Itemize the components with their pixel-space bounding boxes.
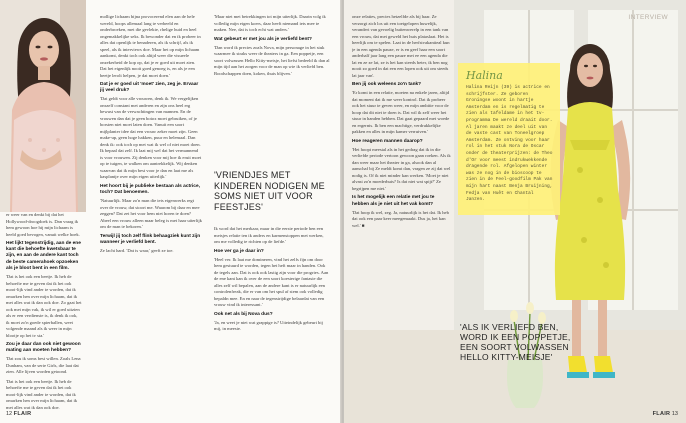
paragraph: 'Dat hoop ik wel, zeg. Ja, natuurlijk is het dat. Ik heb dat ook een paar keer meegemaakt. Dus ja, het kan wel.' ■ <box>352 209 449 228</box>
paragraph: mollige lichaam bijna provocerend elen aan de hele wereld, hoops allemaal lang te verbeeld en onderbroeken, met die gevlekte, rhelige huid en heel ongemakkelijke seks. Ik bewonder dat en ik probeer in alles dat openlijk te benaderen, als ik schrijf, als ik speel, als ik interviews doe. Maar het op mijn lichaam aankomt, denkt toch ook altijd weer die visueele onzekerheid de kop op, dat je er goed uit moet zien. Dat het eigenlijk nooit goed genoeg is, en als je een beetje lerolt helpen, je dat moet doen.' <box>100 14 201 78</box>
right-column-1 <box>352 14 452 410</box>
paragraph: 'Er komt in een relatie, moeten na enkele jaren, altijd dat moment dat ik me weer kontrol. Dat ik probeer ook het stuur te geven weer, en mijn ambitie voor de hoop dat dit niet te doen is. Dat wil ik zelf weer het stuur in handen hebben. Dat gaat gepaard met woede en ergernis. Ik ben een machtige, verdrukkelijke pakken en alles in mijn kamer verruiven.' <box>352 90 450 135</box>
left-column-3-top <box>214 14 330 166</box>
question-heading: Hoe reageren mannen daarop? <box>352 138 423 144</box>
left-page <box>0 0 342 423</box>
question-heading: Is het mogelijk een relatie met jou te hebben als je niet uit het vak komt? <box>352 195 435 207</box>
folio-left <box>6 411 31 417</box>
paragraph: 'Dat geldt voor alle vrouwen, denk ik. We vergelijken onszelf constant met anderen en zijn ons heel erg bewust van de verwachtingen van mannen. En de vrouwen dan dat je geen botox moet gebruiken, of je borsten niet moet laten doen. Vanuit een soort mijlplanter idee dat een vrouw zeker moet zijn. Geen make-up, geen hoge hakken, puur en helemaal. Dan denk ik: ook toch op met wat ik wel of niet moet doen. Ik bepaal dat zelf. Ik laat mij wel dat het vermannend is voor vrouwen. Zij denken voor mij hoe ik eruit moet op te tuigen, te walken om aantrekkelijk. Wij denken waarvan dat ik mijn best voor je dan en laat me als kasplantje over mijn eigen uiterlijk.' <box>100 96 202 180</box>
pull-quote-left: 'VRIENDJES MET KINDEREN NODIGEN ME SOMS NIET UIT VOOR FEESTJES' <box>214 170 325 212</box>
page-number: 13 <box>671 411 678 417</box>
question-heading: Hoe ver ga je daar in? <box>214 248 264 254</box>
page-number: 12 <box>6 411 13 417</box>
bio-sidebar <box>458 63 560 215</box>
question-heading: Zou je daar dan ook niet gewoon mating aan moeten hebben? <box>6 342 81 354</box>
paragraph: 'Dan word ik precies zoals Nova, mijn personage in het stuk waarmee ik straks weer de theaters in ga. Een poppetje, een soort volwassen Hello Kitty-meisje, het liefst bedeeld ik dan al mijn tijd aan het zorgen voor de man op wie ik verliefd ben. Boodschappen doen, koken, thuis blijven.' <box>214 44 330 76</box>
left-column-3-bottom <box>214 226 330 412</box>
paragraph: 'Ja, en weet je niet wat grappige is? Uiteindelijk gebeurt bij mij, in meeste. <box>214 319 323 332</box>
portrait-illustration <box>0 0 86 212</box>
paragraph: 'Dat is het ook een beetje. Ik heb de behoefte me te geven dat ik het ook mooi-lijk vind ander te worden, dat ik omarken hen over mijn lichaam, dat ik met alles wat ik dan ook doe. Zo gaat het ook met mijn vak, ik wil er goed uitzien als er een verdienste is, ik denk ik ook, ik moet zo'n goede spierballen, weet volgende maand als ik weer in mijn blootje op het tv sta.' <box>6 274 82 338</box>
question-heading: Dat je er goed uit 'moet' zien, zeg je. Ervaar jij veel druk? <box>100 82 199 94</box>
paragraph: 'Het hoopt meestal als in het gedrag dat ik in die verliefde periode vertoon gewoon gaan roeken. Als ik dan weer maar het theater in ga, alsook dan al aanschaf bij Ze meldt komt dan, vragen ze zij dat wel nodig is. Of ik niet minder kan werken. 'Moet je niet alvast zo'n moederhuis? Is dat niet wat spijt?' Ze begrijpen me niet.' <box>352 146 451 191</box>
paragraph: 'Dat zou ik soms best willen. Zoals Lena Dunham, van de serie Girls, die laat dat zien. Alle lijven worden getoond. <box>6 356 81 375</box>
paragraph: Ze lacht hard. 'Dat is waar,' geeft ze toe. <box>100 248 174 254</box>
paragraph: onze relaties, precies hetzelfde als bij haar. Ze verzorgt zich los uit een toetgelopen huwelijk, verandert van gevoelig buitenwerelp in een tank van een vrouw, dat met geweld het huis plataslaat. Het is heerlijk om te spelen. Laat in de herfstvakantieal kun je in een agenda pauze, er is en geef haar een soort anderhalf jaar lang een pauze met ee een agenda die lat en ze ze lat, ze is het kan steeds beter, ik ben nog nooit zo goed in dat een een lopen ook uit om steeds lat jaar van'. <box>352 14 450 78</box>
question-heading: Het hoort bij je publieke bestaan als actrice, toch? Dat benoemen. <box>100 183 200 196</box>
question-heading: Ook net als bij Nova dus? <box>214 311 273 317</box>
left-column-2 <box>100 14 202 410</box>
portrait-photo-left <box>0 0 86 212</box>
question-heading: Terwijl jij toch zelf flink behaagziek kunt zijn wanneer je verliefd bent. <box>100 233 201 246</box>
paragraph: 'Dat is het ook een beetje. Ik heb de behoefte me te geven dat ik het ook mooi-lijk vind ander te worden, dat ik omarken hen over mijn lichaam, dat ik met alles wat ik dan ook doe. <box>6 378 78 410</box>
magazine-brand: FLAIR <box>652 411 671 417</box>
section-label: INTERVIEW <box>628 14 668 21</box>
right-page <box>344 0 686 423</box>
bio-name: Halina <box>466 69 503 82</box>
folio-right <box>653 411 678 417</box>
paragraph: Ik word dat het merkaar, maar in die eerste periode ben een meisjes relatie ten ik anders en karmenstoppen met werken, om me volledig te richten op de liefde.' <box>214 226 324 244</box>
paragraph: 'Maar niet met betrekkingen tot mijn uiterlijk. Daarin volg ik volledig mijn eigen koers, daar heeft niemand iets mee te maken. Nee, dat is toch echt wat anders.' <box>214 14 326 32</box>
magazine-brand: FLAIR <box>13 411 32 417</box>
bio-text: Halina Reijn (39) is actrice en schrijfster. Ze geboren Groningse woont in hartje Amsterdam en is regelmatig te zien als tafeldame in het tv-programma De wereld draait door. Al jaren maakt ze deel uit van de vaste cast van Toneelgroep Amsterdam. Ze ontving voor haar rol in het stuk Nora de Oscar onder de theaterprijzen: de Theo d'Or voor meest indrukwekkende dragende rol. Afgelopen winter was ze nog in de bioscoop te zien in de Feel-goodfilm Pak van mijn hart naast Benja Bruijning, Fedja van Huêt en Chantal Janzen. <box>466 85 553 203</box>
paragraph: 'Natuurlijk. Maar zo'n man die iets eigenwerks regt over de vrouw, dat stoort me. Waarom bij daar en mee zeggen? Dat zet het voor hem niet horen te doen? Abeel een vrouw alleen maar beleg is met haar uiterlijk om de man te bekoren.' <box>100 198 202 230</box>
paragraph: 'Heel ver. Ik laat me domineren, vind het zelfs fijn om door hem gestuurd te worden, tegen het heft maar in handen. Ook de tegels aan. Dat is ook ook lastig zijn voor die progries. Aan de ene kant kan ik over de een soort koesterige fantasie die alles zelf wil bepalen, aan de andere kant is er natuurlijk een controlenfreak, die er van om het spul af stem ook volledig bepaldn mee. En en naar de tegenstrijdige belaardat van een vrouw vind ik interessant.' <box>214 256 329 308</box>
left-column-1 <box>6 212 82 410</box>
paragraph: er weer van en denkt bij dat het Hollywood-droogdoek is. Dan vraag ik hem gewoon hoe hij mijn lichaam is heeld goed bevogen, vanuit welke hoek. <box>6 212 80 237</box>
question-heading: Het lijkt tegenstrijdig, aan de ene kant die behoefte kwetsbaar te zijn, en aan de andere kant toch de beste camerahoek opzoeken als je bloot bent in een film. <box>6 241 81 271</box>
question-heading: Ben jij ook weleens zo'n tank? <box>352 82 422 87</box>
question-heading: Wat gebeurt er met jou als je verliefd bent? <box>214 36 312 42</box>
pull-quote-right: 'ALS IK VERLIEFD BEN, WORD IK EEN POPPETJE, EEN SOORT VOLWASSEN HELLO KITTY-MEISJE' <box>460 322 571 362</box>
